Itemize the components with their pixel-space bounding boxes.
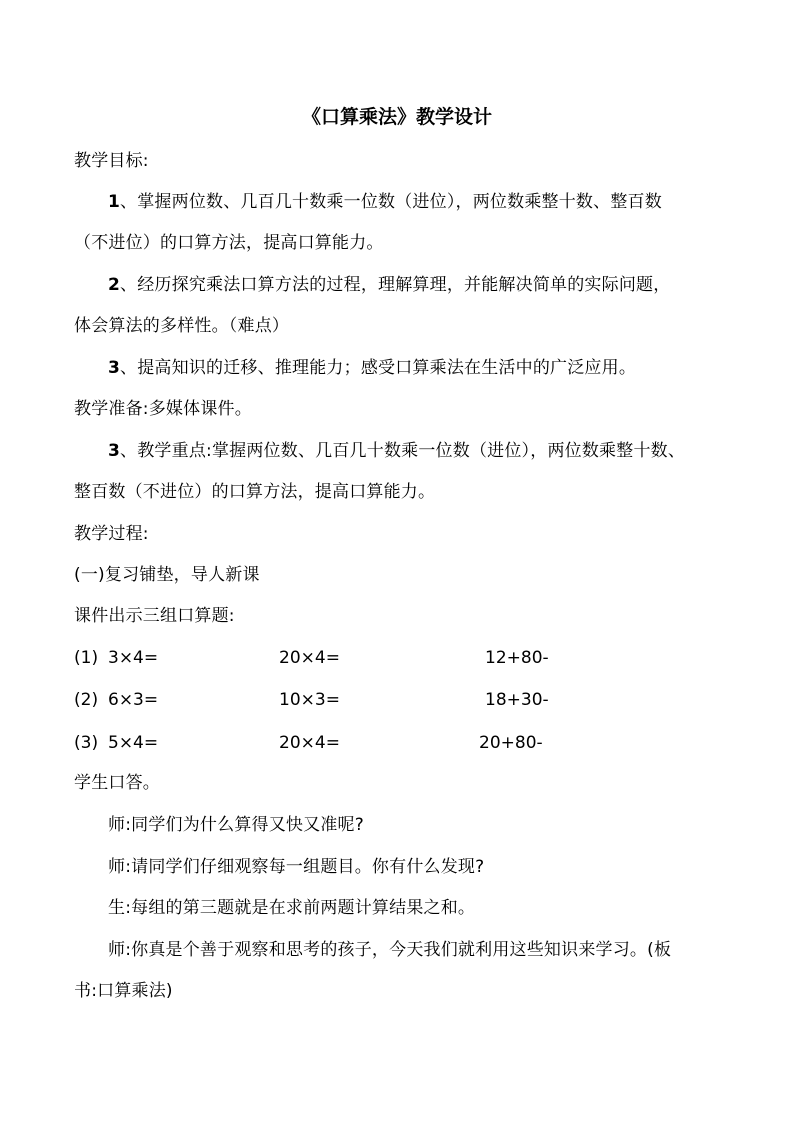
key-point-line-1 bbox=[108, 439, 724, 463]
goal-2-text: 、经历探究乘法口算方法的过程，理解算理，并能解决简单的实际问题， bbox=[120, 275, 671, 295]
students-answer: 学生口答。 bbox=[74, 773, 160, 793]
problem-2-c: 18+30- bbox=[485, 690, 549, 710]
problem-2-b: 10×3= bbox=[279, 690, 340, 710]
goal-3-line bbox=[108, 356, 724, 380]
key-point-line-2: 整百数（不进位）的口算方法，提高口算能力。 bbox=[74, 482, 436, 502]
problem-1-label: (1) bbox=[74, 648, 99, 668]
goal-3-text: 、提高知识的迁移、推理能力；感受口算乘法在生活中的广泛应用。 bbox=[120, 358, 637, 378]
goal-2-line-1 bbox=[108, 273, 724, 297]
teaching-preparation: 教学准备:多媒体课件。 bbox=[74, 399, 252, 419]
section-1-heading: (一)复习铺垫，导人新课 bbox=[74, 565, 260, 585]
problem-1-b: 20×4= bbox=[279, 648, 340, 668]
problem-1-a: 3×4= bbox=[108, 648, 159, 668]
problem-2-a: 6×3= bbox=[108, 690, 159, 710]
goal-1-line-2: （不进位）的口算方法，提高口算能力。 bbox=[74, 233, 384, 253]
dialogue-line-2: 师:请同学们仔细观察每一组题目。你有什么发现? bbox=[108, 857, 485, 877]
dialogue-line-4-continued: 书:口算乘法) bbox=[74, 981, 173, 1001]
problem-3-label: (3) bbox=[74, 733, 99, 753]
goal-1-text: 、掌握两位数、几百几十数乘一位数（进位），两位数乘整十数、整百数 bbox=[120, 192, 662, 212]
goal-3-number: 3 bbox=[108, 358, 121, 378]
process-heading: 教学过程: bbox=[74, 524, 149, 544]
goal-1-line-1 bbox=[108, 190, 724, 214]
dialogue-line-3: 生:每组的第三题就是在求前两题计算结果之和。 bbox=[108, 898, 476, 918]
problem-3-c: 20+80- bbox=[479, 733, 543, 753]
key-point-number: 3 bbox=[108, 441, 121, 461]
goal-2-line-2: 体会算法的多样性。（难点） bbox=[74, 316, 290, 336]
problem-2-label: (2) bbox=[74, 690, 99, 710]
problem-3-b: 20×4= bbox=[279, 733, 340, 753]
goal-1-number: 1 bbox=[108, 192, 121, 212]
dialogue-line-4: 师:你真是个善于观察和思考的孩子，今天我们就利用这些知识来学习。(板 bbox=[108, 940, 672, 960]
problem-1-c: 12+80- bbox=[485, 648, 549, 668]
goal-2-number: 2 bbox=[108, 275, 121, 295]
key-point-text: 、教学重点:掌握两位数、几百几十数乘一位数（进位），两位数乘整十数、 bbox=[120, 441, 686, 461]
document-title: 《口算乘法》教学设计 bbox=[301, 106, 492, 128]
dialogue-line-1: 师:同学们为什么算得又快又准呢? bbox=[108, 815, 364, 835]
goals-heading: 教学目标: bbox=[74, 151, 149, 171]
problem-3-a: 5×4= bbox=[108, 733, 159, 753]
courseware-intro: 课件出示三组口算题: bbox=[74, 606, 235, 626]
